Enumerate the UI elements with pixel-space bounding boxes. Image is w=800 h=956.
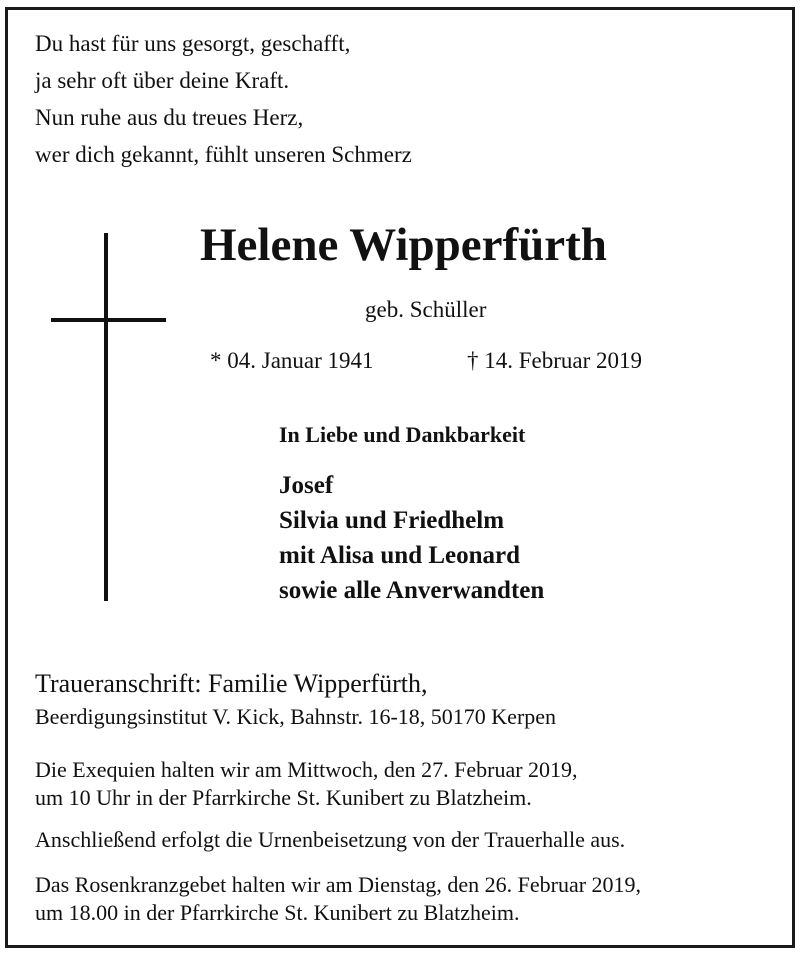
death-date: † 14. Februar 2019 bbox=[467, 348, 643, 373]
poem-line: ja sehr oft über deine Kraft. bbox=[35, 68, 290, 93]
mourners-heading: In Liebe und Dankbarkeit bbox=[279, 422, 526, 447]
address-line-2: Beerdigungsinstitut V. Kick, Bahnstr. 16-18, 50170 Kerpen bbox=[35, 704, 557, 729]
birth-name: geb. Schüller bbox=[365, 297, 487, 322]
mourner-name: Silvia und Friedhelm bbox=[279, 507, 505, 534]
exequien-line: Die Exequien halten wir am Mittwoch, den 27. Februar 2019, bbox=[35, 757, 578, 782]
birth-date: * 04. Januar 1941 bbox=[210, 348, 374, 373]
mourners-list bbox=[279, 473, 544, 613]
poem-line: Nun ruhe aus du treues Herz, bbox=[35, 105, 304, 130]
cross-icon-bar bbox=[51, 318, 166, 322]
rosary-line: Das Rosenkranzgebet halten wir am Dienstag, den 26. Februar 2019, bbox=[35, 872, 642, 897]
exequien-line: um 10 Uhr in der Pfarrkirche St. Kunibert zu Blatzheim. bbox=[35, 785, 532, 810]
address-line-1: Traueranschrift: Familie Wipperfürth, bbox=[35, 669, 428, 698]
poem bbox=[35, 32, 412, 180]
mourner-name: Josef bbox=[279, 472, 334, 499]
rosary-notice bbox=[35, 874, 641, 930]
mourner-name: mit Alisa und Leonard bbox=[279, 542, 521, 569]
cross-icon bbox=[104, 233, 108, 601]
poem-line: wer dich gekannt, fühlt unseren Schmerz bbox=[35, 142, 412, 167]
urn-notice: Anschließend erfolgt die Urnenbeisetzung von der Trauerhalle aus. bbox=[35, 827, 626, 852]
exequien-notice bbox=[35, 759, 578, 815]
rosary-line: um 18.00 in der Pfarrkirche St. Kunibert zu Blatzheim. bbox=[35, 900, 520, 925]
deceased-name: Helene Wipperfürth bbox=[200, 219, 607, 271]
poem-line: Du hast für uns gesorgt, geschafft, bbox=[35, 31, 351, 56]
mourner-name: sowie alle Anverwandten bbox=[279, 577, 545, 604]
